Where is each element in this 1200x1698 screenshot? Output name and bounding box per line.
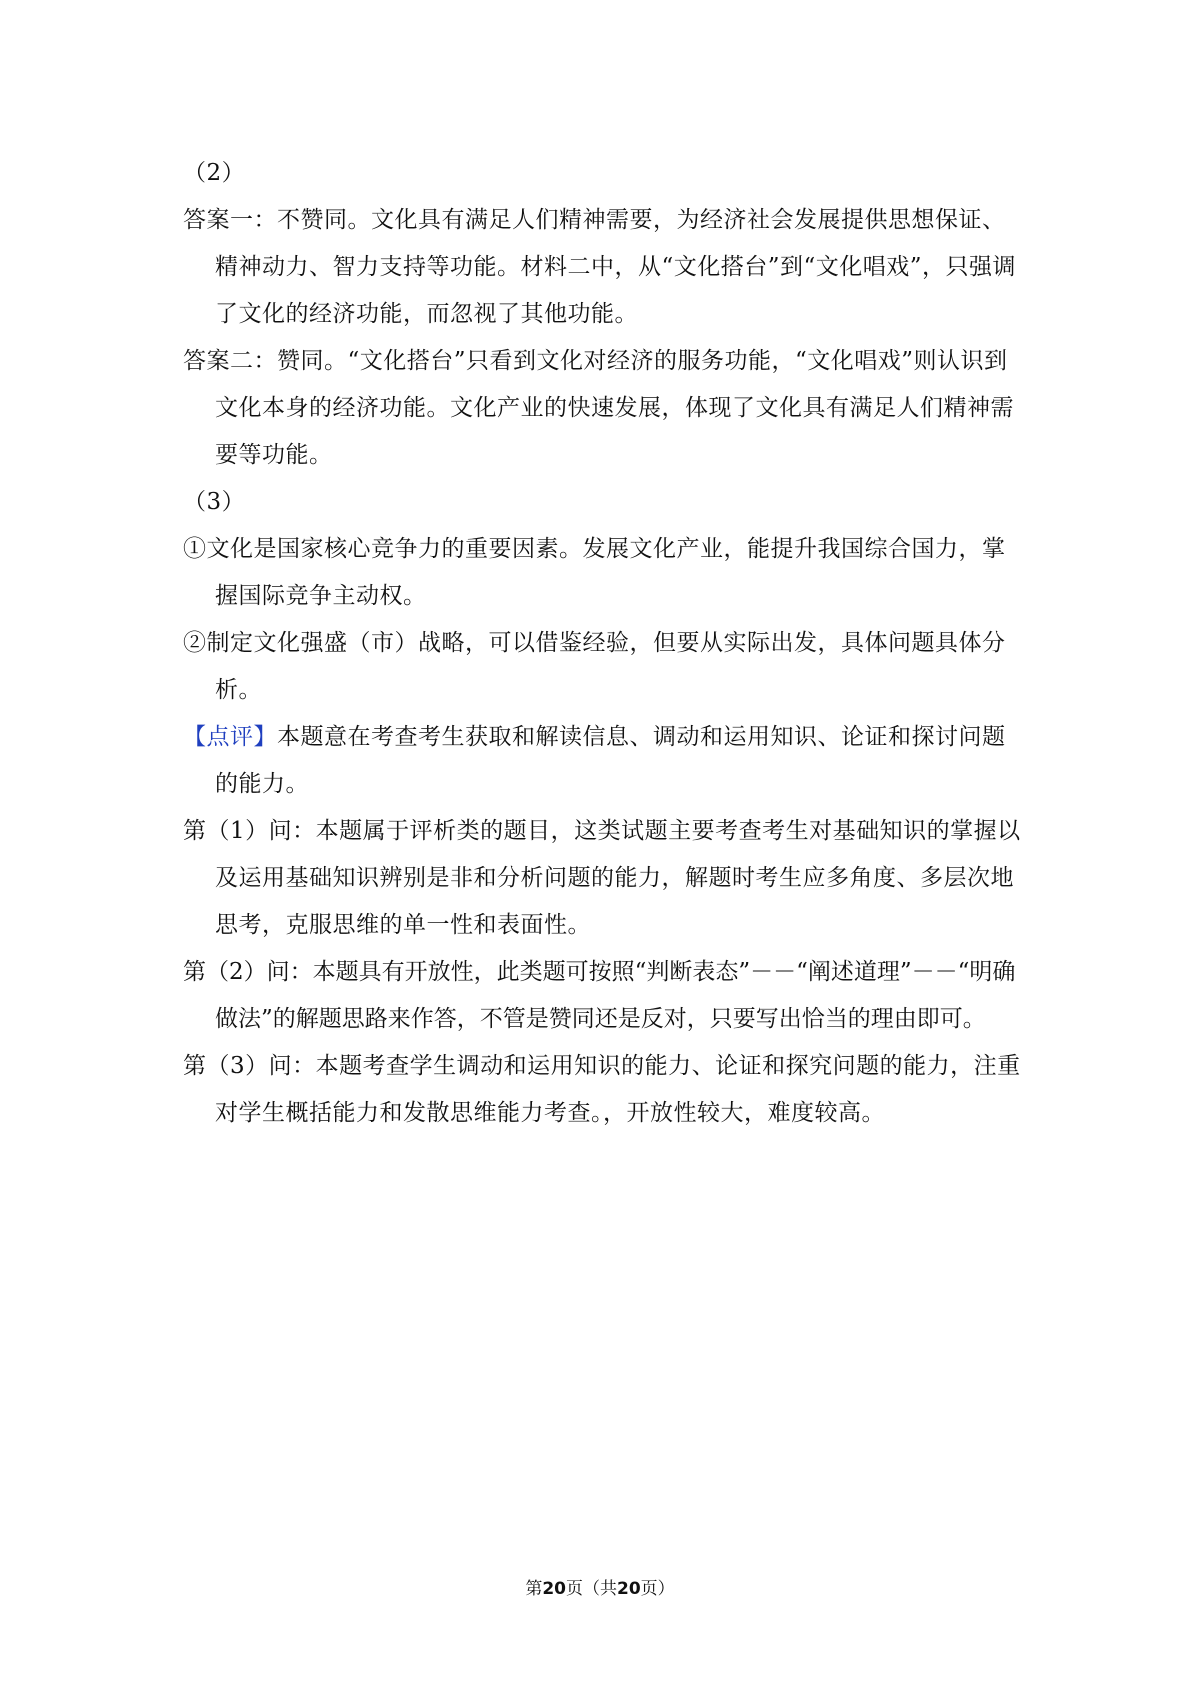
page-footer (0, 1577, 1200, 1601)
footer-middle: 页（共 (566, 1579, 617, 1599)
comment-tag: 【点评】 (183, 724, 277, 750)
point-two: ②制定文化强盛（市）战略，可以借鉴经验，但要从实际出发，具体问题具体分析。 (183, 630, 1006, 703)
question-three-explanation: 第（3）问：本题考查学生调动和运用知识的能力、论证和探究问题的能力，注重对学生概括能力和发散思维能力考查。，开放性较大，难度较高。 (183, 1053, 1021, 1126)
answer-one: 答案一：不赞同。文化具有满足人们精神需要，为经济社会发展提供思想保证、精神动力、智力支持等功能。材料二中，从“文化搭台”到“文化唱戏”，只强调了文化的经济功能，而忽视了其他功能。 (183, 207, 1017, 327)
question-one-explanation: 第（1）问：本题属于评析类的题目，这类试题主要考查考生对基础知识的掌握以及运用基础知识辨别是非和分析问题的能力，解题时考生应多角度、多层次地思考，克服思维的单一性和表面性。 (183, 818, 1021, 938)
section-3-label: （3） (183, 489, 246, 515)
section-2-label: （2） (183, 160, 246, 186)
comment-paragraph (183, 714, 1023, 808)
question-two-explanation: 第（2）问：本题具有开放性，此类题可按照“判断表态”－－“阐述道理”－－“明确做法”的解题思路来作答，不管是赞同还是反对，只要写出恰当的理由即可。 (183, 959, 1016, 1032)
total-page-number: 20 (617, 1579, 641, 1599)
answer-content (183, 150, 1023, 1137)
point-one: ①文化是国家核心竞争力的重要因素。发展文化产业，能提升我国综合国力，掌握国际竞争主动权。 (183, 536, 1006, 609)
comment-body: 本题意在考查考生获取和解读信息、调动和运用知识、论证和探讨问题的能力。 (215, 724, 1006, 797)
footer-prefix: 第 (525, 1579, 543, 1599)
current-page-number: 20 (542, 1579, 566, 1599)
answer-two: 答案二：赞同。“文化搭台”只看到文化对经济的服务功能，“文化唱戏”则认识到文化本身的经济功能。文化产业的快速发展，体现了文化具有满足人们精神需要等功能。 (183, 348, 1014, 468)
footer-suffix: 页） (640, 1579, 675, 1599)
